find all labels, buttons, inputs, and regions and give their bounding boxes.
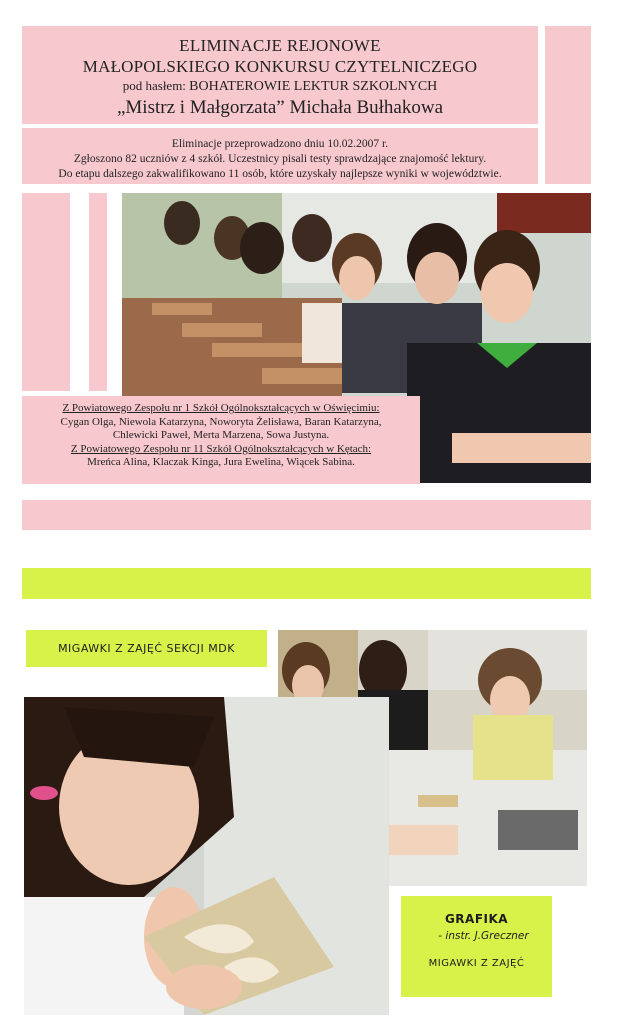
school-1-students-line1: Cygan Olga, Niewola Katarzyna, Noworyta Żelisława, Baran Katarzyna, — [60, 415, 382, 428]
header-book-title: „Mistrz i Małgorzata” Michała Bułhakowa — [116, 97, 444, 118]
grafika-subtitle: MIGAWKI Z ZAJĘĆ — [428, 958, 525, 969]
grafika-title: GRAFIKA — [444, 912, 509, 926]
school-2-students-line1: Mreńca Alina, Klaczak Kinga, Jura Ewelina, Wiącek Sabina. — [87, 456, 355, 469]
decorative-pink-block — [545, 26, 591, 184]
workshop-photo-left — [24, 697, 389, 1015]
header-title-line2: MAŁOPOLSKIEGO KONKURSU CZYTELNICZEGO — [82, 57, 478, 76]
decorative-pink-bar — [22, 193, 70, 391]
header-box — [22, 26, 538, 124]
info-line-qualified: Do etapu dalszego zakwalifikowano 11 osób, które uzyskały najlepsze wyniki w województwie. — [58, 168, 502, 180]
decorative-lime-bar — [22, 568, 591, 599]
decorative-pink-bar — [89, 193, 107, 391]
grafika-instructor: - instr. J.Greczner — [438, 930, 529, 942]
header-motto-prefix: pod hasłem: — [122, 78, 190, 93]
grafika-label — [401, 896, 552, 997]
header-motto-text: BOHATEROWIE LEKTUR SZKOLNYCH — [189, 79, 438, 94]
info-line-entries: Zgłoszono 82 uczniów z 4 szkół. Uczestnicy pisali testy sprawdzające znajomość lektury. — [73, 153, 487, 165]
info-box — [22, 128, 538, 184]
decorative-pink-bar — [22, 500, 591, 530]
school-1-name: Z Powiatowego Zespołu nr 1 Szkół Ogólnokształcących w Oświęcimiu: — [62, 402, 380, 414]
participants-box — [22, 396, 420, 484]
header-title-line1: ELIMINACJE REJONOWE — [179, 36, 381, 55]
header-motto — [22, 77, 538, 96]
school-1-students-line2: Chlewicki Paweł, Merta Marzena, Sowa Justyna. — [112, 429, 330, 442]
mdk-label: MIGAWKI Z ZAJĘĆ SEKCJI MDK — [26, 630, 267, 667]
school-2-name: Z Powiatowego Zespołu nr 11 Szkół Ogólnokształcących w Kętach: — [70, 442, 372, 455]
info-line-date: Eliminacje przeprowadzono dniu 10.02.2007 r. — [171, 138, 389, 150]
